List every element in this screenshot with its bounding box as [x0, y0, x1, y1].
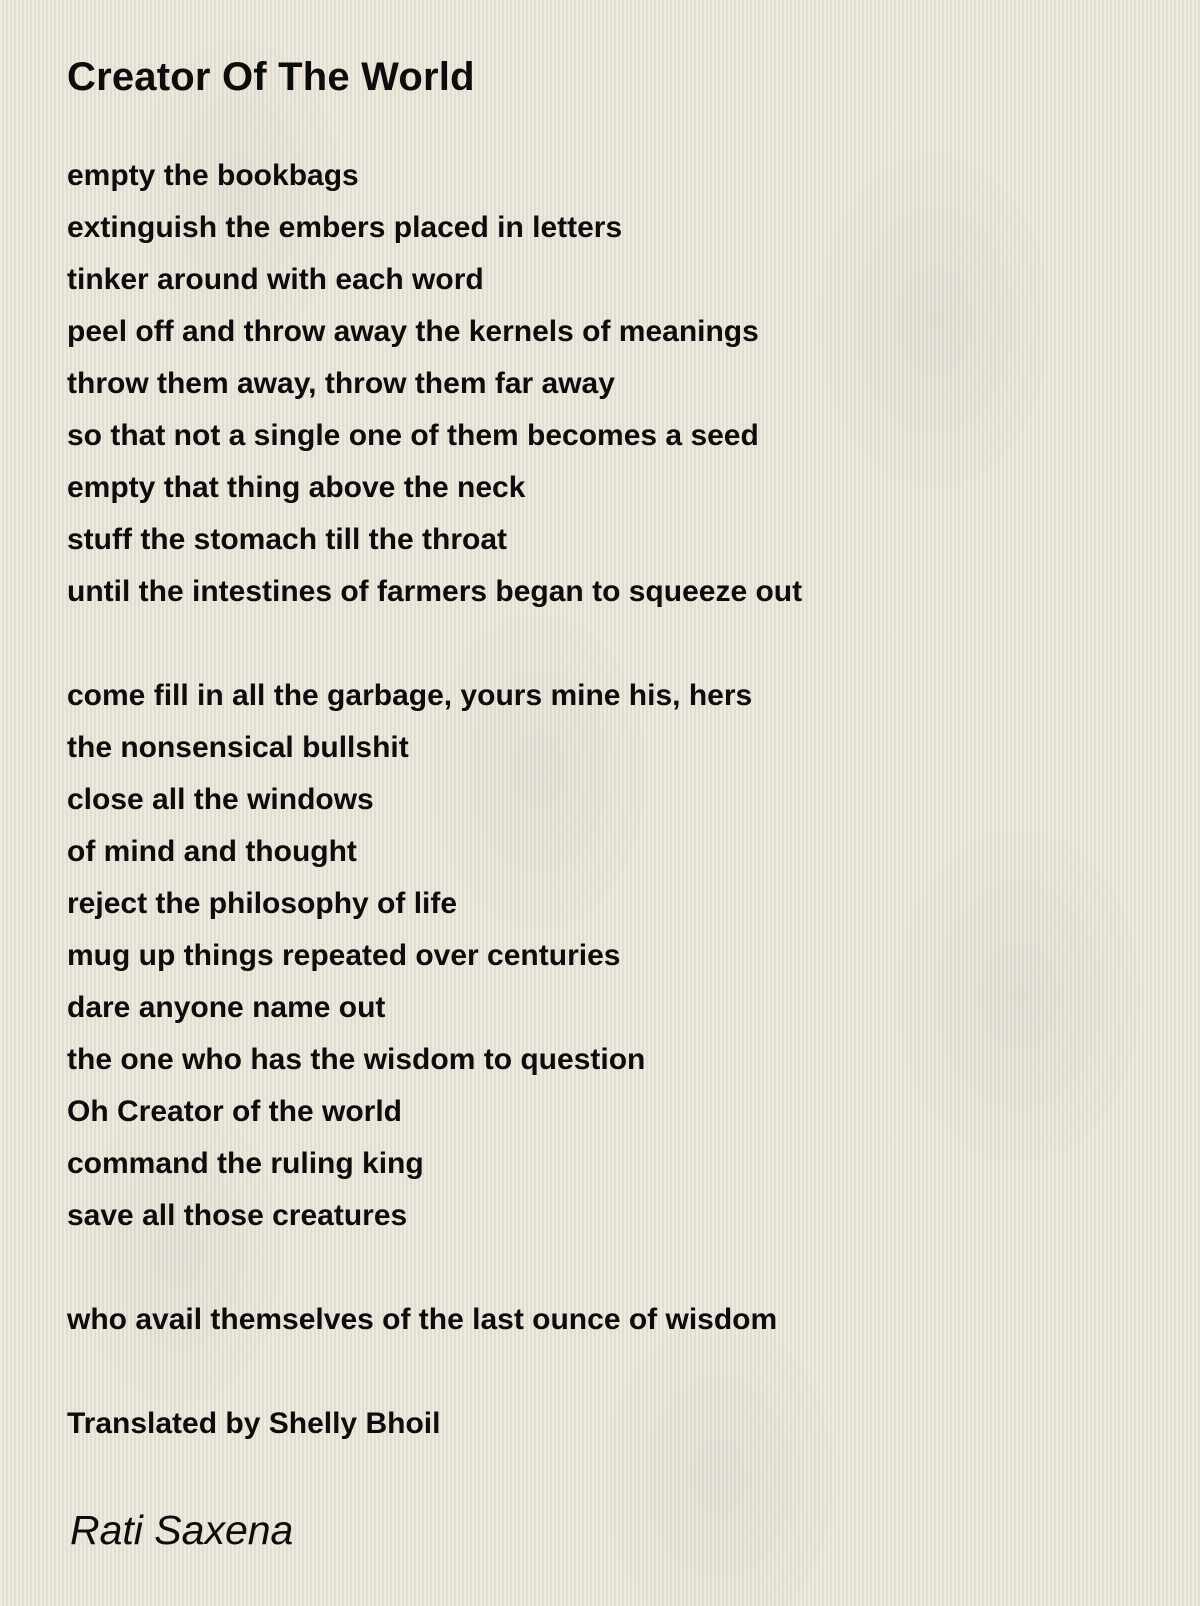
stanza-break — [67, 1242, 1147, 1294]
poem-line: the nonsensical bullshit — [67, 731, 409, 764]
poem-line: of mind and thought — [67, 835, 357, 868]
poem-line: tinker around with each word — [67, 263, 484, 296]
poem-line: who avail themselves of the last ounce of wisdom — [67, 1303, 778, 1336]
poem-line: peel off and throw away the kernels of meanings — [67, 315, 759, 348]
poem-line: Oh Creator of the world — [67, 1095, 403, 1128]
poem-line: come fill in all the garbage, yours mine his, hers — [67, 679, 753, 712]
poem-author: Rati Saxena — [70, 1507, 294, 1553]
poem-title: Creator Of The World — [67, 55, 475, 99]
poem-line: dare anyone name out — [67, 991, 386, 1024]
poem-line: until the intestines of farmers began to squeeze out — [67, 575, 803, 608]
poem-line: close all the windows — [67, 783, 374, 816]
translator-credit: Translated by Shelly Bhoil — [67, 1407, 441, 1440]
stanza-break — [67, 1346, 1147, 1398]
poem-line: extinguish the embers placed in letters — [67, 211, 623, 244]
poem-line: empty the bookbags — [67, 159, 359, 192]
stanza-break — [67, 618, 1147, 670]
poem-line: save all those creatures — [67, 1199, 408, 1232]
poem-line: mug up things repeated over centuries — [67, 939, 621, 972]
poem-line: command the ruling king — [67, 1147, 424, 1180]
poem-line: empty that thing above the neck — [67, 471, 526, 504]
poem-line: reject the philosophy of life — [67, 887, 458, 920]
poem-line: so that not a single one of them becomes a seed — [67, 419, 759, 452]
poem-line: stuff the stomach till the throat — [67, 523, 508, 556]
poem-body — [67, 150, 1147, 1450]
poem-line: throw them away, throw them far away — [67, 367, 615, 400]
poem-line: the one who has the wisdom to question — [67, 1043, 646, 1076]
